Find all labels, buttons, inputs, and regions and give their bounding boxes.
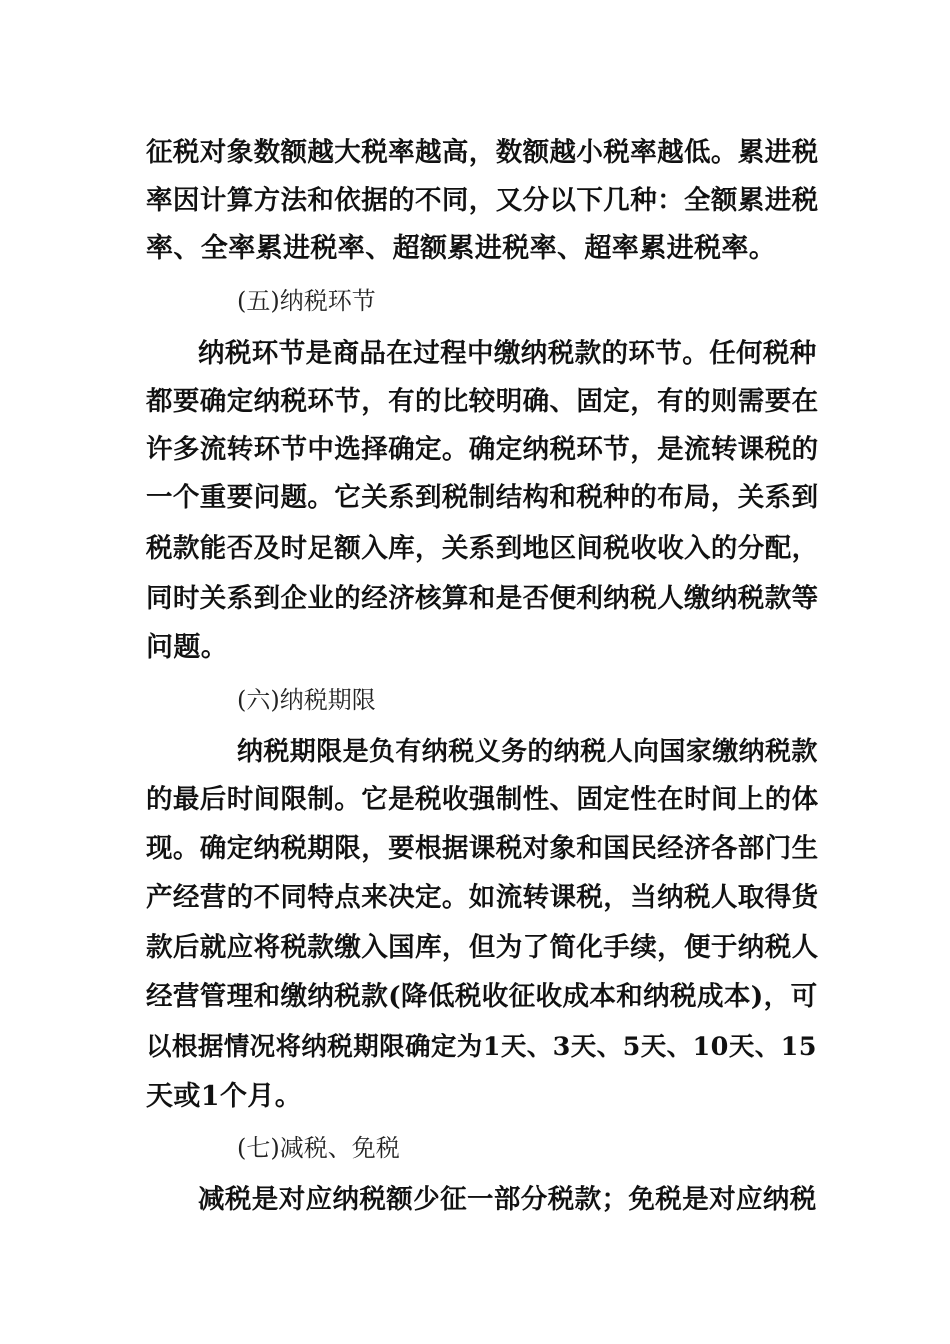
text-line: 同时关系到企业的经济核算和是否便利纳税人缴纳税款等 <box>146 583 819 614</box>
text-line: 以根据情况将纳税期限确定为1天、3天、5天、10天、15 <box>146 1032 817 1062</box>
text-line: 的最后时间限制。它是税收强制性、固定性在时间上的体 <box>146 784 819 815</box>
section-heading-6: (六)纳税期限 <box>237 686 376 714</box>
text-line: 天或1个月。 <box>146 1081 303 1112</box>
text-line: 一个重要问题。它关系到税制结构和税种的布局，关系到 <box>146 482 819 513</box>
text-line: 减税是对应纳税额少征一部分税款；免税是对应纳税 <box>198 1184 817 1215</box>
text-line: 纳税期限是负有纳税义务的纳税人向国家缴纳税款 <box>237 737 818 767</box>
text-line: 都要确定纳税环节，有的比较明确、固定，有的则需要在 <box>146 386 819 417</box>
text-line: 征税对象数额越大税率越高，数额越小税率越低。累进税 <box>146 137 819 168</box>
text-line: 款后就应将税款缴入国库，但为了简化手续，便于纳税人 <box>146 932 819 963</box>
text-line: 产经营的不同特点来决定。如流转课税，当纳税人取得货 <box>146 882 819 913</box>
text-line: 许多流转环节中选择确定。确定纳税环节，是流转课税的 <box>146 434 819 465</box>
text-line: 纳税环节是商品在过程中缴纳税款的环节。任何税种 <box>198 338 817 369</box>
text-line: 税款能否及时足额入库，关系到地区间税收收入的分配， <box>146 533 819 564</box>
text-line: 问题。 <box>146 632 229 663</box>
section-heading-7: (七)减税、免税 <box>237 1134 400 1162</box>
text-line: 率因计算方法和依据的不同，又分以下几种：全额累进税 <box>146 185 819 216</box>
text-line: 现。确定纳税期限，要根据课税对象和国民经济各部门生 <box>146 833 819 864</box>
text-line: 率、全率累进税率、超额累进税率、超率累进税率。 <box>146 233 777 264</box>
text-line: 经营管理和缴纳税款(降低税收征收成本和纳税成本)，可 <box>146 981 818 1012</box>
section-heading-5: (五)纳税环节 <box>237 287 376 315</box>
